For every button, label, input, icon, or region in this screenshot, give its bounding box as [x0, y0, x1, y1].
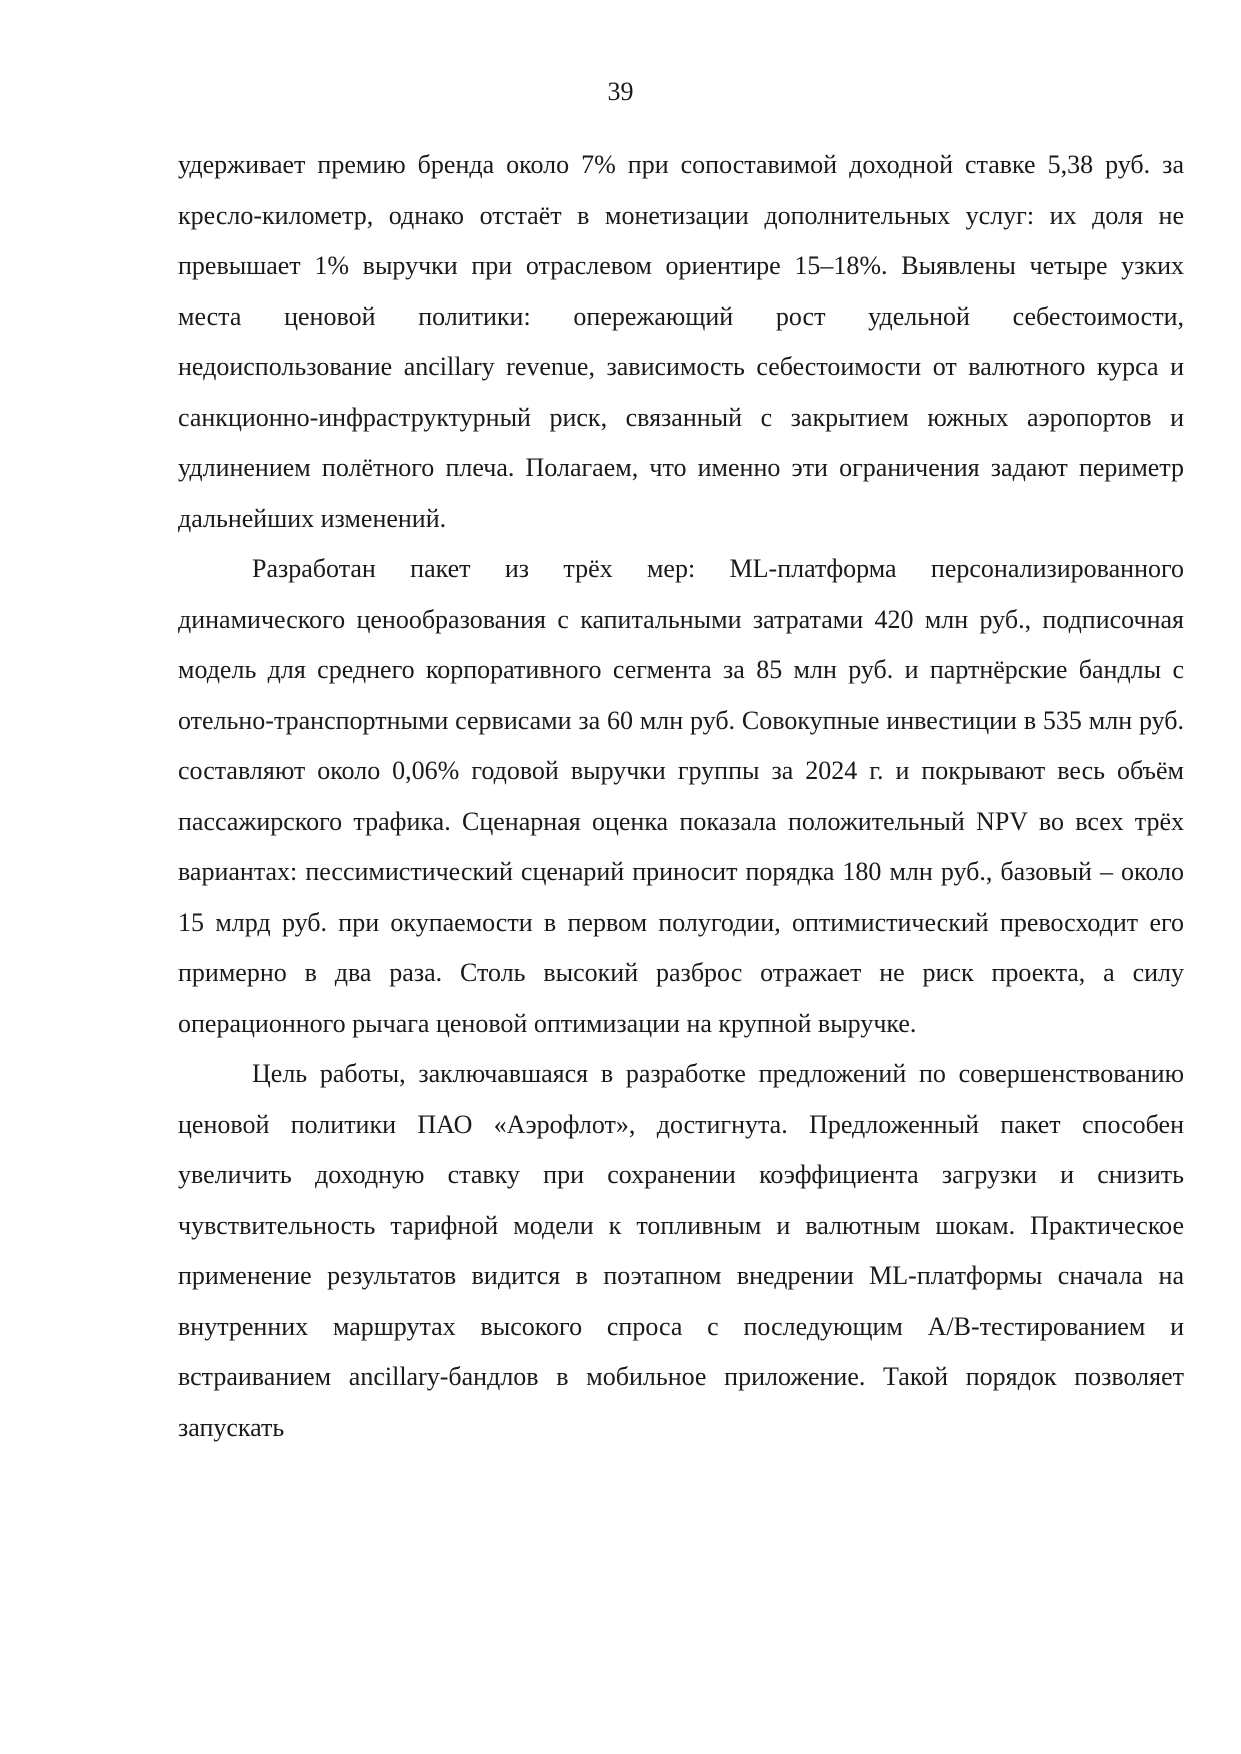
document-body: [178, 140, 1184, 1453]
page-number: 39: [607, 77, 634, 106]
paragraph-2: Разработан пакет из трёх мер: ML-платформа персонализированного динамического ценообразования с капитальными затратами 420 млн руб., подписочная модель для среднего корпоративного сегмента за 85 млн руб. и партнёрские бандлы с отельно-транспортными сервисами за 60 млн руб. Совокупные инвестиции в 535 млн руб. составляют около 0,06% годовой выручки группы за 2024 г. и покрывают весь объём пассажирского трафика. Сценарная оценка показала положительный NPV во всех трёх вариантах: пессимистический сценарий приносит порядка 180 млн руб., базовый – около 15 млрд руб. при окупаемости в первом полугодии, оптимистический превосходит его примерно в два раза. Столь высокий разброс отражает не риск проекта, а силу операционного рычага ценовой оптимизации на крупной выручке.: [178, 554, 1184, 1038]
paragraph-3: Цель работы, заключавшаяся в разработке предложений по совершенствованию ценовой политики ПАО «Аэрофлот», достигнута. Предложенный пакет способен увеличить доходную ставку при сохранении коэффициента загрузки и снизить чувствительность тарифной модели к топливным и валютным шокам. Практическое применение результатов видится в поэтапном внедрении ML-платформы сначала на внутренних маршрутах высокого спроса с последующим A/B-тестированием и встраиванием ancillary-бандлов в мобильное приложение. Такой порядок позволяет запускать: [178, 1059, 1184, 1442]
paragraph-1: удерживает премию бренда около 7% при сопоставимой доходной ставке 5,38 руб. за кресло-километр, однако отстаёт в монетизации дополнительных услуг: их доля не превышает 1% выручки при отраслевом ориентире 15–18%. Выявлены четыре узких места ценовой политики: опережающий рост удельной себестоимости, недоиспользование ancillary revenue, зависимость себестоимости от валютного курса и санкционно-инфраструктурный риск, связанный с закрытием южных аэропортов и удлинением полётного плеча. Полагаем, что именно эти ограничения задают периметр дальнейших изменений.: [178, 150, 1184, 533]
